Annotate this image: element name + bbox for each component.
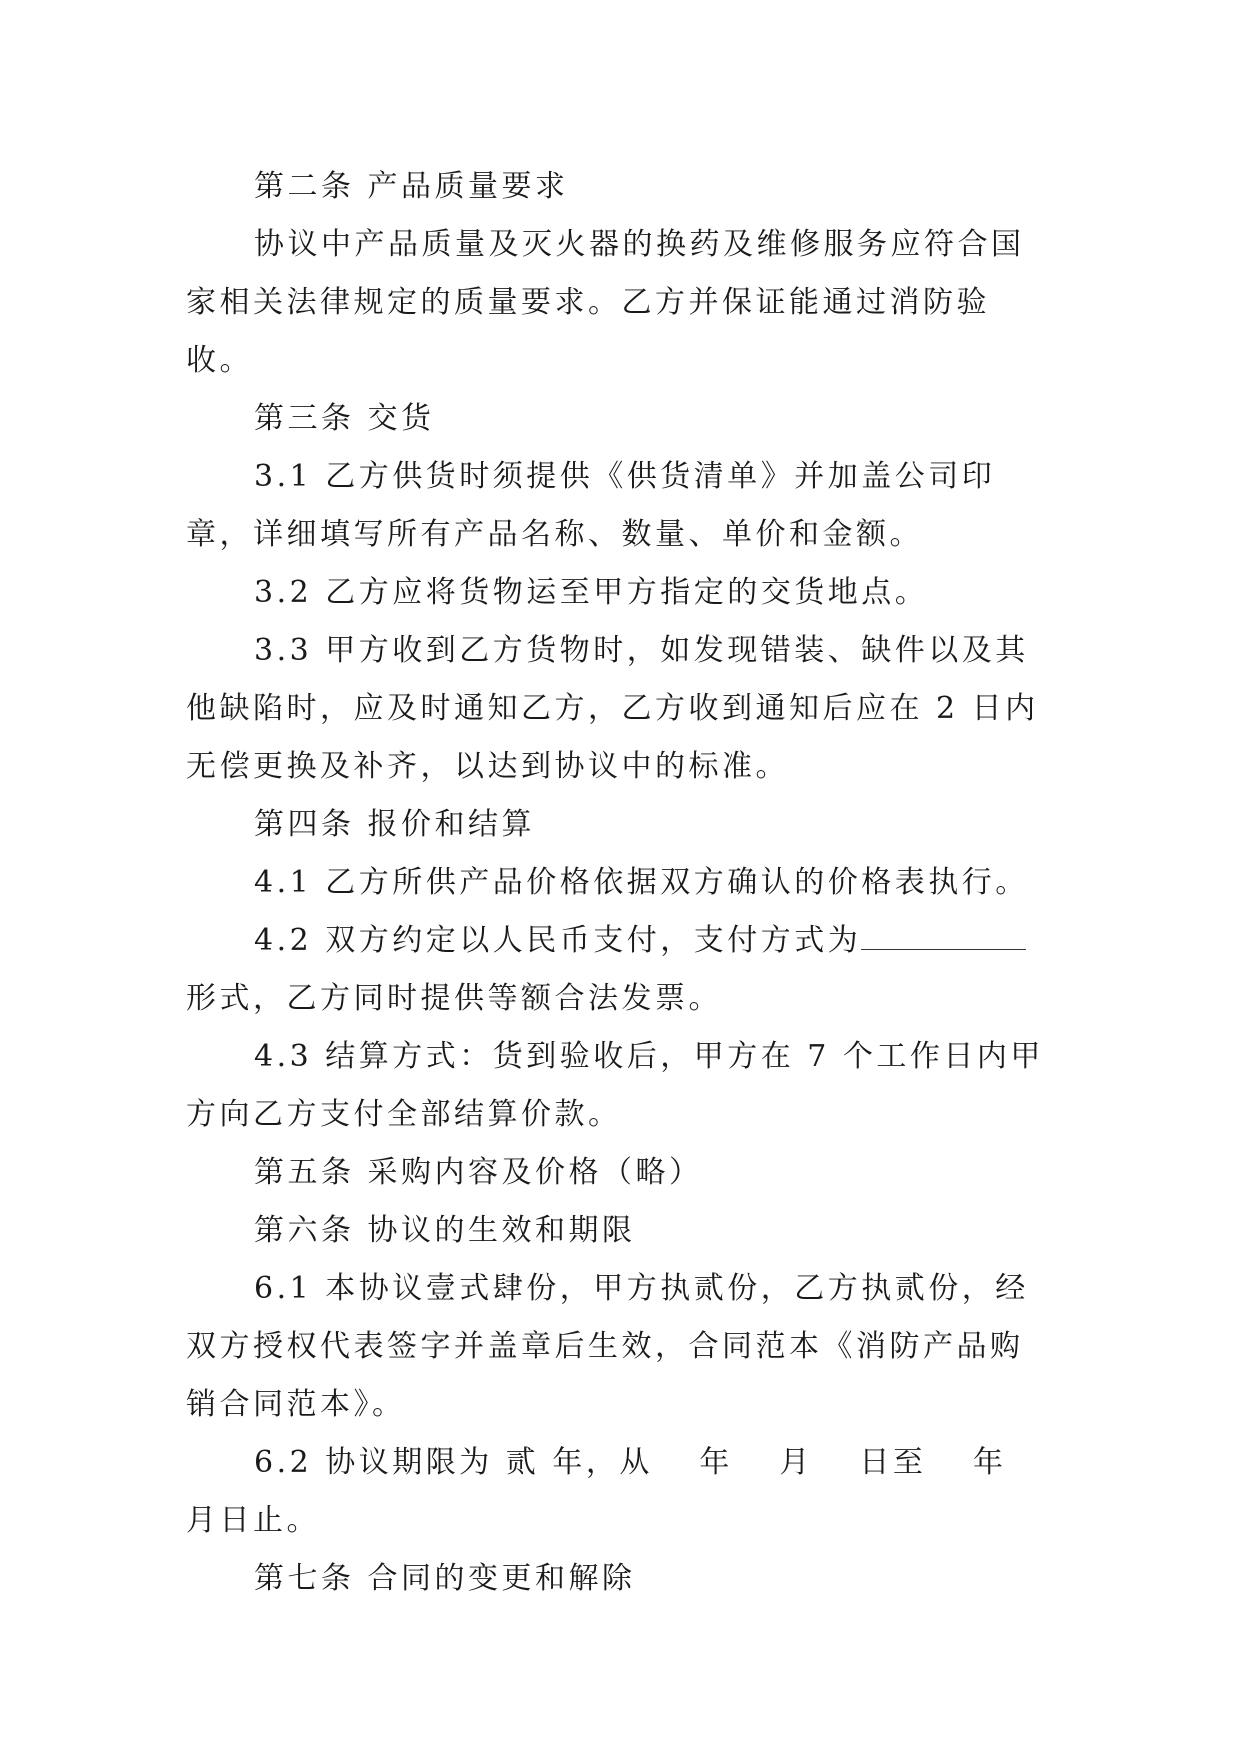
payment-method-blank [861,919,1026,950]
document-body [186,158,1054,1608]
article-4-heading: 第四条 报价和结算 [254,807,536,842]
article-2-heading: 第二条 产品质量要求 [254,169,569,204]
article-2-body: 协议中产品质量及灭火器的换药及维修服务应符合国家相关法律规定的质量要求。乙方并保证能通过消防验收。 [186,227,1025,378]
clause-3-1: 3.1 乙方供货时须提供《供货清单》并加盖公司印章，详细填写所有产品名称、数量、单价和金额。 [186,459,996,552]
article-6-heading: 第六条 协议的生效和期限 [254,1213,636,1248]
clause-4-2 [186,912,1054,1028]
clause-4-2-after: 形式，乙方同时提供等额合法发票。 [186,981,722,1016]
clause-6-1: 6.1 本协议壹式肆份，甲方执贰份，乙方执贰份，经双方授权代表签字并盖章后生效，合同范本《消防产品购销合同范本》。 [186,1271,1029,1422]
clause-3-3: 3.3 甲方收到乙方货物时，如发现错装、缺件以及其他缺陷时，应及时通知乙方，乙方收到通知后应在 2 日内无偿更换及补齐，以达到协议中的标准。 [186,633,1039,784]
article-3-heading: 第三条 交货 [254,401,435,436]
clause-4-3: 4.3 结算方式：货到验收后，甲方在 7 个工作日内甲方向乙方支付全部结算价款。 [186,1039,1044,1132]
article-7-heading: 第七条 合同的变更和解除 [254,1561,636,1596]
clause-4-2-before: 4.2 双方约定以人民币支付，支付方式为 [254,923,862,958]
clause-6-2: 6.2 协议期限为 贰 年，从 年 月 日至 年 月日止。 [186,1445,1054,1538]
clause-4-1: 4.1 乙方所供产品价格依据双方确认的价格表执行。 [254,865,1029,900]
clause-3-2: 3.2 乙方应将货物运至甲方指定的交货地点。 [254,575,929,610]
article-5-heading: 第五条 采购内容及价格（略） [254,1155,703,1190]
